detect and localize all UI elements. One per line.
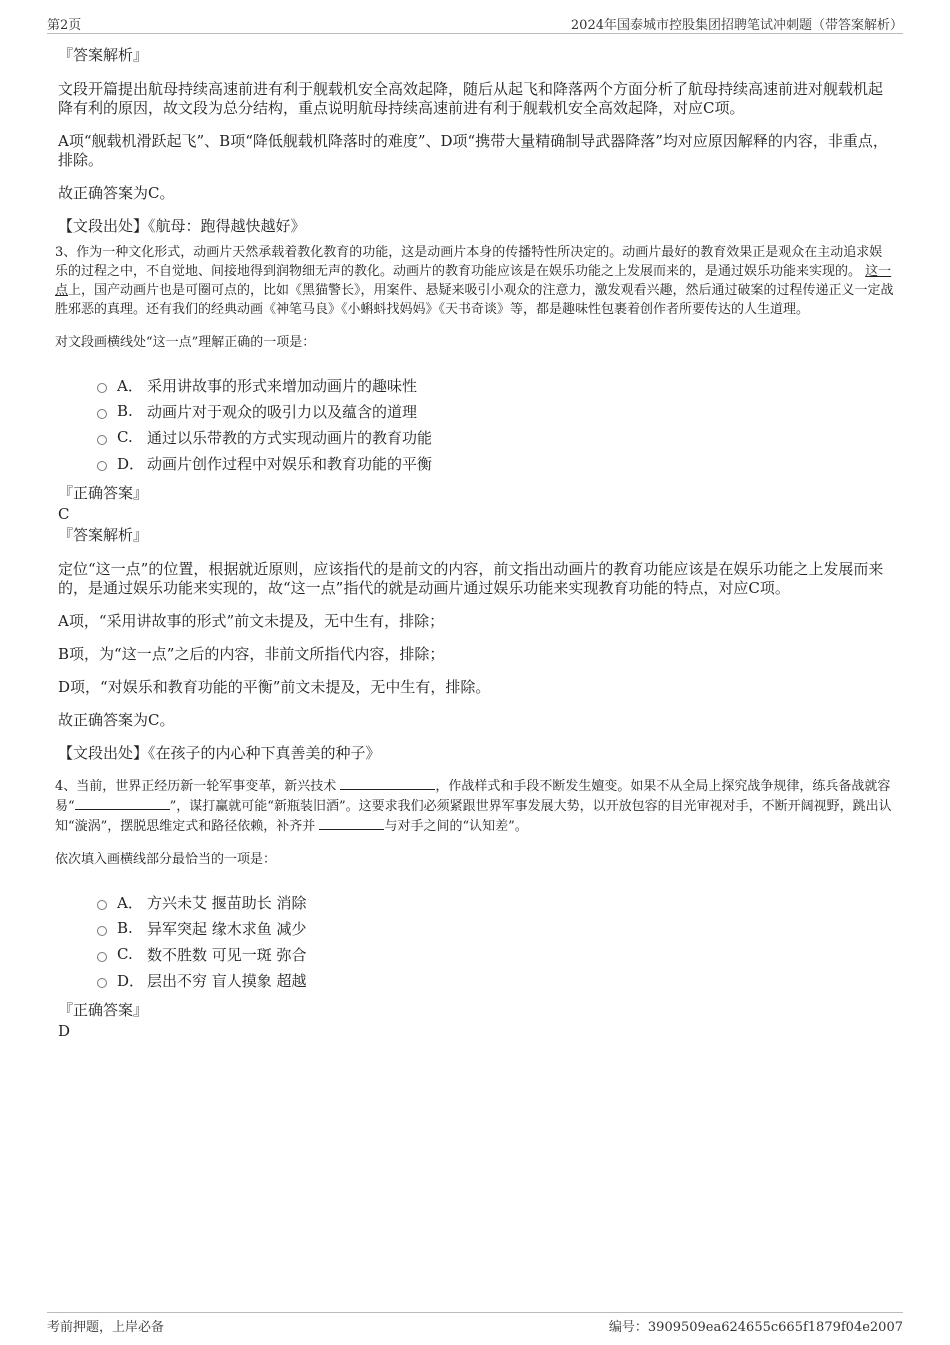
option-d[interactable]: D． 动画片创作过程中对娱乐和教育功能的平衡	[97, 450, 895, 476]
analysis-paragraph: 定位“这一点”的位置，根据就近原则，应该指代的是前文的内容，前文指出动画片的教育功能应该是在娱乐功能之上发展而来的，是通过娱乐功能来实现的，故“这一点”指代的就是动画片通过娱乐功能来实现教育功能的特点，对应C项。	[58, 560, 884, 597]
fill-blank-1	[340, 776, 435, 790]
option-c[interactable]: C. 数不胜数 可见一斑 弥合	[97, 941, 895, 967]
analysis-paragraph: B项，为“这一点”之后的内容，非前文所指代内容，排除；	[58, 645, 445, 663]
analysis-paragraph: 故正确答案为C。	[58, 711, 175, 729]
analysis-paragraph: A项“舰载机滑跃起飞”、B项“降低舰载机降落时的难度”、D项“携带大量精确制导武器降落”均对应原因解释的内容，非重点，排除。	[58, 132, 888, 169]
passage-source: 【文段出处】《在孩子的内心种下真善美的种子》	[58, 744, 381, 762]
underlined-phrase: 这一点	[55, 264, 892, 298]
question-3-text: 3、作为一种文化形式，动画片天然承载着教化教育的功能，这是动画片本身的传播特性所决定的。动画片最好的教育效果正是观众在主动追求娱乐的过程之中，不自觉地、间接地得到润物细无声的教化。动画片的教育功能应该是在娱乐功能之上发展而来的，是通过娱乐功能来实现的。 这一点上，国产动画片也是可圈可点的，比如《黑猫警长》，用案件、悬疑来吸引小观众的注意力，激发观看兴趣，然后通过破案的过程传递正义一定战胜邪恶的真理。还有我们的经典动画《神笔马良》《小蝌蚪找妈妈》《天书奇谈》等，都是趣味性包裹着创作者所要传达的人生道理。	[55, 245, 894, 317]
option-a[interactable]: A． 方兴未艾 揠苗助长 消除	[97, 889, 895, 915]
analysis-paragraph: 文段开篇提出航母持续高速前进有利于舰载机安全高效起降，随后从起飞和降落两个方面分析了航母持续高速前进对舰载机起降有利的原因，故文段为总分结构，重点说明航母持续高速前进有利于舰载机安全高效起降，对应C项。	[58, 80, 884, 117]
page-footer	[47, 1312, 903, 1336]
option-c[interactable]: C. 通过以乐带教的方式实现动画片的教育功能	[97, 424, 895, 450]
radio-icon[interactable]	[97, 926, 107, 936]
analysis-paragraph: A项，“采用讲故事的形式”前文未提及，无中生有，排除；	[58, 612, 445, 630]
radio-icon[interactable]	[97, 435, 107, 445]
option-b[interactable]: B. 动画片对于观众的吸引力以及蕴含的道理	[97, 398, 895, 424]
fill-blank-2	[75, 796, 170, 810]
document-title: 2024年国泰城市控股集团招聘笔试冲刺题（带答案解析）	[570, 18, 903, 33]
correct-answer: D	[58, 1022, 71, 1040]
radio-icon[interactable]	[97, 978, 107, 988]
radio-icon[interactable]	[97, 383, 107, 393]
radio-icon[interactable]	[97, 461, 107, 471]
question-3-prompt: 对文段画横线处“这一点”理解正确的一项是：	[55, 335, 316, 350]
analysis-paragraph: 故正确答案为C。	[58, 184, 175, 202]
option-a[interactable]: A． 采用讲故事的形式来增加动画片的趣味性	[97, 372, 895, 398]
page-content	[55, 44, 895, 1041]
footer-slogan: 考前押题，上岸必备	[47, 1320, 165, 1335]
question-3-options	[97, 372, 895, 476]
option-d[interactable]: D． 层出不穷 盲人摸象 超越	[97, 967, 895, 993]
radio-icon[interactable]	[97, 952, 107, 962]
radio-icon[interactable]	[97, 409, 107, 419]
answer-label: 『正确答案』	[58, 1001, 149, 1019]
analysis-label: 『答案解析』	[58, 46, 149, 64]
correct-answer: C	[58, 505, 70, 523]
question-4-prompt: 依次填入画横线部分最恰当的一项是：	[55, 852, 277, 867]
answer-label: 『正确答案』	[58, 484, 149, 502]
page-header	[47, 12, 903, 34]
analysis-paragraph: D项，“对娱乐和教育功能的平衡”前文未提及，无中生有，排除。	[58, 678, 491, 696]
document-code: 编号：3909509ea624655c665f1879f04e2007	[608, 1320, 903, 1335]
page-number: 第2页	[47, 18, 82, 33]
radio-icon[interactable]	[97, 900, 107, 910]
option-b[interactable]: B. 异军突起 缘木求鱼 减少	[97, 915, 895, 941]
analysis-label: 『答案解析』	[58, 526, 149, 544]
question-4-options	[97, 889, 895, 993]
question-4-text: 4、当前，世界正经历新一轮军事变革，新兴技术 ，作战样式和手段不断发生嬗变。如果不从全局上探究战争规律，练兵备战就容易“ ”，谋打赢就可能“新瓶装旧酒”。这要求我们必须紧跟世界军事发展大势，以开放包容的目光审视对手，不断开阔视野，跳出认知“漩涡”，摆脱思维定式和路径依赖，补齐并 与对手之间的“认知差”。	[55, 776, 895, 836]
fill-blank-3	[319, 816, 384, 830]
passage-source: 【文段出处】《航母：跑得越快越好》	[58, 217, 306, 235]
